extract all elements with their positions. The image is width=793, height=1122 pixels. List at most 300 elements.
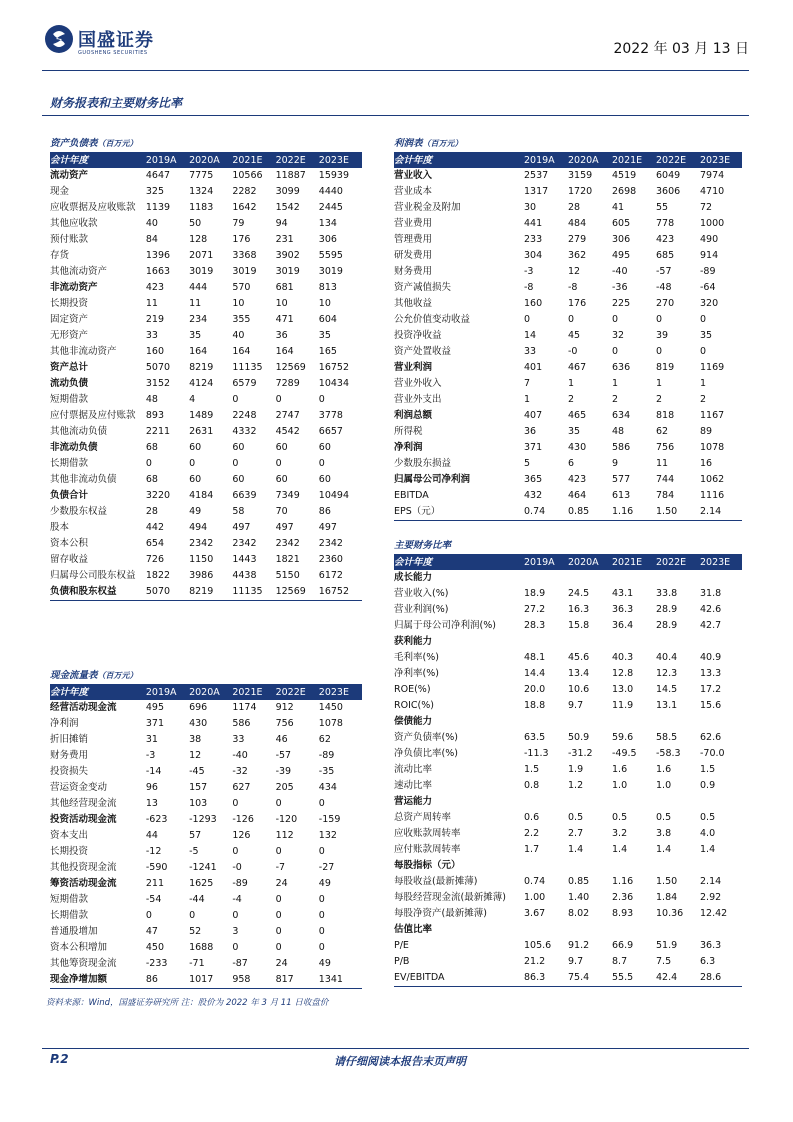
table-cell: 819	[656, 362, 675, 373]
table-cell: 3902	[275, 250, 300, 261]
table-cell: 1	[700, 378, 707, 389]
table-cell: 0.5	[568, 812, 584, 823]
table-cell: 0	[145, 458, 152, 469]
category-row	[394, 922, 742, 938]
table-cell: 12	[189, 750, 202, 761]
table-cell: 0.5	[700, 812, 716, 823]
table-cell: 2360	[318, 554, 343, 565]
table-cell: 0	[318, 910, 325, 921]
table-cell: 1.5	[524, 764, 540, 775]
table-cell: 160	[145, 346, 164, 357]
row-label: 其他投资现金流	[50, 862, 117, 873]
table-cell: 2211	[145, 426, 171, 437]
table-cell: 15.6	[700, 700, 722, 711]
row-label: 营业外收入	[394, 378, 442, 389]
table-cell: 1	[612, 378, 619, 389]
row-label: 归属母公司净利润	[394, 474, 471, 485]
row-label: 资本公积增加	[50, 942, 108, 953]
table-cell: 36	[524, 426, 537, 437]
table-cell: 10.6	[568, 684, 590, 695]
row-label: 营业收入(%)	[394, 588, 449, 599]
table-row	[50, 908, 362, 924]
table-row	[50, 344, 362, 360]
income-statement-table	[394, 136, 742, 521]
table-row	[50, 716, 362, 732]
table-cell: 2	[612, 394, 619, 405]
table-row	[394, 650, 742, 666]
header-year: 2021E	[232, 687, 263, 698]
table-cell: 401	[524, 362, 543, 373]
table-cell: 6	[568, 458, 575, 469]
row-label: 毛利率(%)	[394, 652, 439, 663]
table-cell: 60	[275, 474, 288, 485]
table-row	[394, 312, 742, 328]
row-label: ROIC(%)	[394, 700, 434, 711]
table-cell: 3778	[318, 410, 343, 421]
row-label: 每股收益(最新摊薄)	[394, 876, 478, 887]
table-cell: 57	[189, 830, 202, 841]
table-cell: 63.5	[524, 732, 546, 743]
row-label: EV/EBITDA	[394, 972, 445, 983]
table-title: 主要财务比率	[394, 538, 742, 555]
table-cell: 18.8	[524, 700, 546, 711]
table-cell: -35	[318, 766, 335, 777]
table-cell: 16752	[318, 362, 350, 373]
table-cell: 0	[275, 926, 282, 937]
table-cell: 430	[568, 442, 587, 453]
table-row	[50, 892, 362, 908]
table-cell: 4519	[612, 170, 637, 181]
header-label: 会计年度	[50, 155, 89, 166]
table-header-row	[50, 685, 362, 700]
table-row	[50, 536, 362, 552]
table-cell: 48.1	[524, 652, 546, 663]
table-cell: 128	[189, 234, 208, 245]
row-label: 研发费用	[394, 250, 433, 261]
table-cell: 60	[232, 442, 245, 453]
table-cell: -39	[275, 766, 292, 777]
row-label: 长期投资	[50, 298, 89, 309]
table-row	[50, 924, 362, 940]
table-cell: -590	[145, 862, 168, 873]
table-cell: 35	[700, 330, 713, 341]
row-label: 长期借款	[50, 458, 89, 469]
header-label: 会计年度	[394, 557, 433, 568]
table-cell: 60	[189, 474, 202, 485]
cash-flow-table	[50, 668, 362, 989]
table-cell: -120	[275, 814, 298, 825]
table-cell: 495	[612, 250, 631, 261]
table-cell: 16752	[318, 586, 350, 597]
table-cell: 48	[145, 394, 158, 405]
row-label: 现金	[50, 186, 70, 197]
table-cell: 570	[232, 282, 251, 293]
table-cell: 0	[612, 314, 619, 325]
table-row	[50, 456, 362, 472]
row-label: 营业利润(%)	[394, 604, 449, 615]
row-label: 流动负债	[50, 378, 89, 389]
table-cell: 494	[189, 522, 208, 533]
row-label: 应收账款周转率	[394, 828, 461, 839]
table-cell: 12	[568, 266, 581, 277]
table-row	[50, 168, 362, 184]
table-row	[394, 280, 742, 296]
company-logo	[44, 24, 174, 64]
table-cell: 744	[656, 474, 675, 485]
table-cell: 442	[145, 522, 164, 533]
table-cell: -70.0	[700, 748, 725, 759]
table-cell: 55.5	[612, 972, 634, 983]
table-cell: 50	[189, 218, 202, 229]
table-row	[50, 280, 362, 296]
table-row	[394, 762, 742, 778]
row-label: 估值比率	[394, 924, 433, 935]
table-cell: 1.16	[612, 506, 634, 517]
table-cell: 11887	[275, 170, 306, 181]
table-cell: 86	[145, 974, 158, 985]
row-label: 流动资产	[50, 170, 89, 181]
table-cell: 1443	[232, 554, 257, 565]
row-label: EPS（元）	[394, 506, 441, 517]
row-label: 其他经营现金流	[50, 798, 117, 809]
table-cell: 2698	[612, 186, 637, 197]
table-cell: 726	[145, 554, 164, 565]
table-cell: 233	[524, 234, 543, 245]
table-cell: 6172	[318, 570, 343, 581]
table-cell: 371	[524, 442, 543, 453]
section-title: 财务报表和主要财务比率	[50, 96, 183, 110]
table-cell: 4332	[232, 426, 257, 437]
table-row	[394, 168, 742, 184]
table-cell: 627	[232, 782, 251, 793]
table-row	[394, 682, 742, 698]
table-cell: 60	[232, 474, 245, 485]
financial-ratios-table	[394, 538, 742, 987]
table-cell: 0	[232, 942, 239, 953]
table-row	[394, 906, 742, 922]
table-cell: 164	[189, 346, 208, 357]
table-cell: -31.2	[568, 748, 593, 759]
table-cell: 96	[145, 782, 158, 793]
table-cell: 2	[700, 394, 707, 405]
logo-subtext: GUOSHENG SECURITIES	[78, 50, 148, 56]
header-year: 2021E	[232, 155, 263, 166]
table-cell: -159	[318, 814, 341, 825]
table-cell: 2.36	[612, 892, 634, 903]
table-row	[50, 812, 362, 828]
table-cell: 2.14	[700, 506, 722, 517]
table-cell: 306	[612, 234, 631, 245]
table-cell: 784	[656, 490, 675, 501]
table-cell: 49	[189, 506, 202, 517]
table-cell: 55	[656, 202, 669, 213]
table-cell: 24	[275, 878, 288, 889]
table-cell: 20.0	[524, 684, 546, 695]
table-cell: 365	[524, 474, 543, 485]
table-cell: 75.4	[568, 972, 590, 983]
table-cell: 4.0	[700, 828, 716, 839]
table-cell: 893	[145, 410, 164, 421]
table-cell: 219	[145, 314, 164, 325]
header-label: 会计年度	[394, 155, 433, 166]
header-year: 2023E	[700, 155, 731, 166]
table-header-row	[394, 555, 742, 570]
table-cell: 15939	[318, 170, 350, 181]
table-row	[50, 440, 362, 456]
table-cell: 1688	[189, 942, 214, 953]
row-label: 负债和股东权益	[50, 586, 117, 597]
table-cell: 17.2	[700, 684, 722, 695]
table-cell: -32	[232, 766, 248, 777]
table-cell: 2445	[318, 202, 343, 213]
table-cell: 586	[612, 442, 631, 453]
table-cell: 2747	[275, 410, 300, 421]
table-cell: 58.5	[656, 732, 678, 743]
table-cell: 467	[568, 362, 587, 373]
table-cell: 5070	[145, 362, 171, 373]
table-cell: 12.8	[612, 668, 634, 679]
table-cell: -36	[612, 282, 628, 293]
table-row	[50, 552, 362, 568]
table-cell: 423	[145, 282, 164, 293]
table-cell: 40.4	[656, 652, 678, 663]
table-cell: 0.85	[568, 876, 590, 887]
table-cell: 60	[318, 442, 331, 453]
table-cell: 32	[612, 330, 625, 341]
table-cell: -5	[189, 846, 199, 857]
row-label: 其他应收款	[50, 218, 98, 229]
table-cell: 7289	[275, 378, 300, 389]
table-cell: 50.9	[568, 732, 590, 743]
header-year: 2022E	[275, 155, 306, 166]
row-label: 应收票据及应收账款	[50, 202, 136, 213]
table-cell: 914	[700, 250, 719, 261]
row-label: 股本	[50, 522, 70, 533]
table-row	[394, 504, 742, 521]
table-cell: 0	[232, 458, 239, 469]
table-cell: 5595	[318, 250, 343, 261]
row-label: 投资活动现金流	[50, 814, 117, 825]
table-cell: 1.40	[568, 892, 590, 903]
table-row	[50, 972, 362, 989]
table-cell: 24.5	[568, 588, 590, 599]
table-cell: -49.5	[612, 748, 637, 759]
table-cell: -8	[568, 282, 578, 293]
table-row	[394, 296, 742, 312]
table-cell: 3368	[232, 250, 257, 261]
row-label: 净利率(%)	[394, 668, 439, 679]
table-cell: 1.7	[524, 844, 540, 855]
header-label: 会计年度	[50, 687, 89, 698]
table-cell: 176	[232, 234, 251, 245]
row-label: 无形资产	[50, 330, 89, 341]
table-cell: 11.9	[612, 700, 634, 711]
table-cell: 5	[524, 458, 531, 469]
table-cell: 484	[568, 218, 587, 229]
table-cell: 47	[145, 926, 158, 937]
table-cell: 84	[145, 234, 158, 245]
table-cell: -4	[232, 894, 242, 905]
row-label: 营业税金及附加	[394, 202, 461, 213]
table-cell: 10	[318, 298, 331, 309]
table-cell: 604	[318, 314, 337, 325]
row-label: 所得税	[394, 426, 423, 437]
table-cell: 430	[189, 718, 208, 729]
table-cell: 36.3	[700, 940, 722, 951]
section-divider	[42, 115, 749, 116]
table-row	[50, 748, 362, 764]
table-cell: -48	[656, 282, 672, 293]
table-cell: 12.42	[700, 908, 728, 919]
table-row	[50, 392, 362, 408]
table-cell: 8.93	[612, 908, 634, 919]
table-cell: 2342	[232, 538, 257, 549]
table-cell: 0	[700, 314, 707, 325]
table-cell: 1	[524, 394, 531, 405]
table-row	[50, 940, 362, 956]
table-cell: 407	[524, 410, 543, 421]
table-cell: 66.9	[612, 940, 634, 951]
table-cell: 1317	[524, 186, 549, 197]
table-cell: 7974	[700, 170, 725, 181]
row-label: 净利润	[394, 442, 423, 453]
table-cell: 0	[318, 894, 325, 905]
table-cell: 1169	[700, 362, 725, 373]
table-title: 资产负债表（百万元）	[50, 136, 362, 153]
table-cell: 2.14	[700, 876, 722, 887]
table-cell: 94	[275, 218, 288, 229]
table-cell: 0.74	[524, 506, 546, 517]
table-cell: 4	[189, 394, 196, 405]
table-row	[394, 874, 742, 890]
table-cell: 0	[275, 394, 282, 405]
table-cell: -1241	[189, 862, 217, 873]
page-number: P.2	[50, 1052, 69, 1066]
table-cell: 3	[232, 926, 239, 937]
table-cell: 40	[145, 218, 158, 229]
table-cell: 59.6	[612, 732, 634, 743]
table-cell: -11.3	[524, 748, 549, 759]
row-label: 营业外支出	[394, 394, 442, 405]
table-cell: 654	[145, 538, 164, 549]
table-cell: 86	[318, 506, 331, 517]
table-cell: 0	[318, 394, 325, 405]
table-cell: -126	[232, 814, 254, 825]
table-cell: 3152	[145, 378, 171, 389]
table-cell: 3019	[275, 266, 300, 277]
table-cell: 49	[318, 878, 331, 889]
table-cell: 13.4	[568, 668, 590, 679]
table-cell: -0	[568, 346, 578, 357]
table-row	[50, 328, 362, 344]
table-cell: 12.3	[656, 668, 678, 679]
table-cell: 958	[232, 974, 251, 985]
table-title: 利润表（百万元）	[394, 136, 742, 153]
row-label: 经营活动现金流	[50, 702, 117, 713]
table-cell: 12569	[275, 362, 306, 373]
row-label: 公允价值变动收益	[394, 314, 471, 325]
table-cell: 2248	[232, 410, 257, 421]
table-cell: 464	[568, 490, 587, 501]
row-label: 获利能力	[394, 636, 433, 647]
table-row	[50, 828, 362, 844]
table-cell: 45	[568, 330, 581, 341]
table-cell: 28.6	[700, 972, 722, 983]
table-cell: 696	[189, 702, 208, 713]
table-cell: -0	[232, 862, 242, 873]
table-cell: 33	[524, 346, 537, 357]
table-row	[394, 360, 742, 376]
table-cell: 1396	[145, 250, 171, 261]
table-cell: 58	[232, 506, 245, 517]
footer-divider	[42, 1048, 749, 1049]
table-cell: 211	[145, 878, 164, 889]
row-label: 管理费用	[394, 234, 433, 245]
table-cell: 14.5	[656, 684, 678, 695]
table-cell: 497	[232, 522, 251, 533]
table-cell: 3019	[318, 266, 343, 277]
table-cell: 2342	[318, 538, 343, 549]
table-cell: -57	[275, 750, 292, 761]
table-cell: 1183	[189, 202, 214, 213]
table-cell: 1.6	[656, 764, 672, 775]
header-year: 2023E	[700, 557, 731, 568]
table-cell: 4647	[145, 170, 171, 181]
table-cell: -58.3	[656, 748, 681, 759]
table-cell: 1.4	[612, 844, 628, 855]
table-cell: 0	[656, 346, 663, 357]
table-cell: 362	[568, 250, 587, 261]
row-label: EBITDA	[394, 490, 429, 501]
table-cell: 33	[145, 330, 158, 341]
table-cell: 27.2	[524, 604, 546, 615]
table-cell: 0	[232, 798, 239, 809]
table-cell: 33.8	[656, 588, 678, 599]
row-label: 营业利润	[394, 362, 433, 373]
row-label: 每股指标（元）	[394, 860, 461, 871]
table-cell: 2631	[189, 426, 214, 437]
table-cell: 1642	[232, 202, 257, 213]
header-year: 2019A	[145, 155, 177, 166]
table-cell: -7	[275, 862, 286, 873]
table-cell: 7775	[189, 170, 214, 181]
table-row	[394, 810, 742, 826]
table-cell: -3	[524, 266, 534, 277]
table-cell: 1174	[232, 702, 257, 713]
table-cell: 6579	[232, 378, 257, 389]
table-row	[394, 938, 742, 954]
table-cell: 1078	[318, 718, 343, 729]
table-cell: 2342	[189, 538, 214, 549]
table-cell: 112	[275, 830, 294, 841]
row-label: 速动比率	[394, 780, 433, 791]
table-cell: 3019	[189, 266, 214, 277]
table-cell: 0	[232, 846, 239, 857]
table-row	[394, 456, 742, 472]
table-cell: 1.50	[656, 876, 678, 887]
table-cell: 13.0	[612, 684, 634, 695]
table-row	[50, 520, 362, 536]
header-year: 2019A	[145, 687, 177, 698]
table-cell: 7349	[275, 490, 300, 501]
row-label: 其他收益	[394, 298, 433, 309]
table-cell: -45	[189, 766, 205, 777]
table-cell: 30	[524, 202, 537, 213]
table-cell: 1.16	[612, 876, 634, 887]
table-cell: 1.00	[524, 892, 546, 903]
table-cell: -54	[145, 894, 162, 905]
table-row	[50, 216, 362, 232]
